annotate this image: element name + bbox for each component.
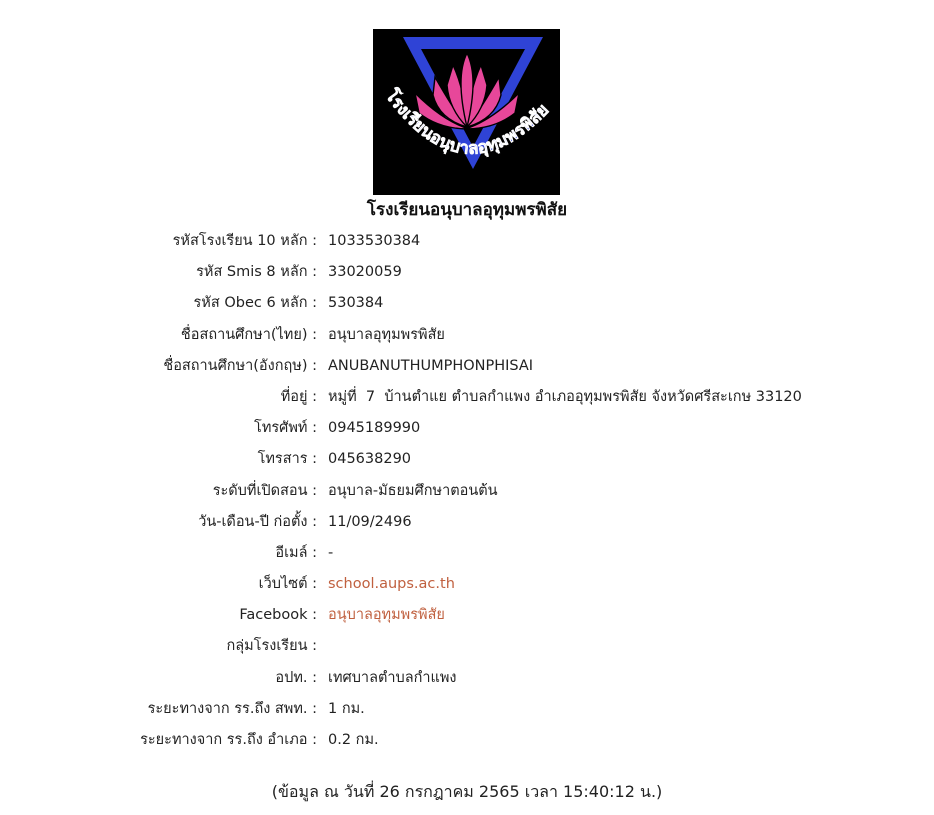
- label-colon: :: [312, 700, 317, 717]
- info-label-text: อปท.: [275, 669, 308, 686]
- info-label-text: โทรศัพท์: [254, 420, 308, 437]
- label-colon: :: [312, 420, 317, 437]
- info-label-text: อีเมล์: [275, 544, 308, 561]
- info-row: [0, 417, 934, 448]
- info-label: [239, 604, 317, 626]
- info-value: [328, 324, 445, 346]
- info-value-text: 33020059: [328, 264, 402, 281]
- info-label-text: กลุ่มโรงเรียน: [226, 638, 308, 655]
- label-colon: :: [312, 233, 317, 249]
- info-label-text: โทรสาร: [257, 451, 308, 468]
- data-timestamp: (ข้อมูล ณ วันที่ 26 กรกฎาคม 2565 เวลา 15:40:12 น.): [271, 782, 663, 801]
- info-value-text: อนุบาล-มัธยมศึกษาตอนต้น: [328, 482, 498, 499]
- info-value: [328, 355, 533, 377]
- info-label: [275, 542, 317, 564]
- label-colon: :: [312, 295, 317, 312]
- label-colon: :: [312, 388, 317, 405]
- info-label: [258, 448, 317, 470]
- info-value: [328, 729, 379, 751]
- info-row: [0, 480, 934, 511]
- school-emblem-icon: [373, 29, 560, 195]
- info-value-text: 0945189990: [328, 420, 421, 437]
- info-row: [0, 542, 934, 573]
- info-value: [328, 480, 498, 502]
- info-label-text: ที่อยู่: [280, 388, 308, 405]
- school-info-list: [0, 230, 934, 760]
- label-colon: :: [312, 264, 317, 281]
- info-label: [181, 324, 317, 346]
- info-label: [148, 698, 317, 720]
- info-row: [0, 230, 934, 261]
- info-row: [0, 698, 934, 729]
- info-value: [328, 573, 455, 595]
- info-label-text: เว็บไซต์: [258, 576, 308, 593]
- info-value: [328, 511, 412, 533]
- info-value: [328, 386, 802, 408]
- label-colon: :: [312, 451, 317, 468]
- info-label: [259, 573, 317, 595]
- info-value-text: 045638290: [328, 451, 412, 468]
- label-colon: :: [312, 732, 317, 748]
- label-colon: :: [312, 638, 317, 655]
- school-logo: [373, 29, 560, 195]
- info-row: [0, 355, 934, 386]
- info-value: [328, 667, 457, 689]
- label-colon: :: [312, 607, 317, 624]
- info-row: [0, 261, 934, 292]
- label-colon: :: [312, 669, 317, 686]
- label-colon: :: [312, 576, 317, 593]
- info-value-text: -: [328, 544, 334, 561]
- info-value-text: ANUBANUTHUMPHONPHISAI: [328, 357, 534, 374]
- info-value-text: 1 กม.: [328, 700, 365, 717]
- info-value-text: 530384: [328, 295, 384, 312]
- info-label-text: ชื่อสถานศึกษา(อังกฤษ): [163, 357, 308, 374]
- info-label: [198, 511, 317, 533]
- info-row: [0, 511, 934, 542]
- info-label: [226, 635, 317, 657]
- info-value: [328, 542, 333, 564]
- info-value-text: หมู่ที่ 7 บ้านตำแย ตำบลกำแพง อำเภออุทุมพรพิสัย จังหวัดศรีสะเกษ 33120: [328, 388, 802, 405]
- info-value: [328, 698, 365, 720]
- info-row: [0, 604, 934, 635]
- info-label: [194, 292, 317, 314]
- info-label-text: รหัสโรงเรียน 10 หลัก: [172, 233, 308, 249]
- info-row: [0, 292, 934, 323]
- info-label-text: ชื่อสถานศึกษา(ไทย): [180, 326, 308, 343]
- info-label-text: ระยะทางจาก รร.ถึง สพท.: [147, 700, 308, 717]
- info-value-text: 1033530384: [328, 233, 421, 249]
- info-label: [196, 261, 317, 283]
- info-value-text: เทศบาลตำบลกำแพง: [328, 669, 457, 686]
- info-value: [328, 261, 402, 283]
- info-label: [140, 729, 317, 751]
- info-label-text: ระยะทางจาก รร.ถึง อำเภอ: [140, 732, 308, 748]
- info-row: [0, 635, 934, 666]
- facebook-link[interactable]: อนุบาลอุทุมพรพิสัย: [328, 607, 445, 624]
- info-row: [0, 573, 934, 604]
- info-value: [328, 417, 420, 439]
- website-link[interactable]: school.aups.ac.th: [328, 576, 455, 593]
- page-title: โรงเรียนอนุบาลอุทุมพรพิสัย: [366, 200, 568, 220]
- info-label: [213, 480, 317, 502]
- info-row: [0, 667, 934, 698]
- label-colon: :: [312, 513, 317, 530]
- label-colon: :: [312, 326, 317, 343]
- info-row: [0, 324, 934, 355]
- info-label: [163, 355, 317, 377]
- info-value-text: 0.2 กม.: [328, 732, 379, 748]
- info-row: [0, 448, 934, 479]
- info-value-text: 11/09/2496: [328, 513, 412, 530]
- info-value: [328, 604, 445, 626]
- label-colon: :: [312, 544, 317, 561]
- info-value: [328, 292, 383, 314]
- logo-text: โรงเรียนอนุบาลอุทุมพรพิสัย: [381, 86, 554, 159]
- label-colon: :: [312, 482, 317, 499]
- info-label-text: ระดับที่เปิดสอน: [212, 482, 308, 499]
- info-label-text: Facebook: [239, 607, 308, 624]
- info-label-text: รหัส Smis 8 หลัก: [196, 264, 308, 281]
- info-label-text: วัน-เดือน-ปี ก่อตั้ง: [198, 513, 308, 530]
- info-value: [328, 448, 411, 470]
- info-label: [281, 386, 317, 408]
- info-row: [0, 386, 934, 417]
- info-row: [0, 729, 934, 760]
- info-value-text: อนุบาลอุทุมพรพิสัย: [328, 326, 445, 343]
- info-label: [254, 417, 317, 439]
- label-colon: :: [312, 357, 317, 374]
- info-label: [275, 667, 317, 689]
- info-value: [328, 230, 420, 252]
- info-label-text: รหัส Obec 6 หลัก: [193, 295, 308, 312]
- info-label: [173, 230, 317, 252]
